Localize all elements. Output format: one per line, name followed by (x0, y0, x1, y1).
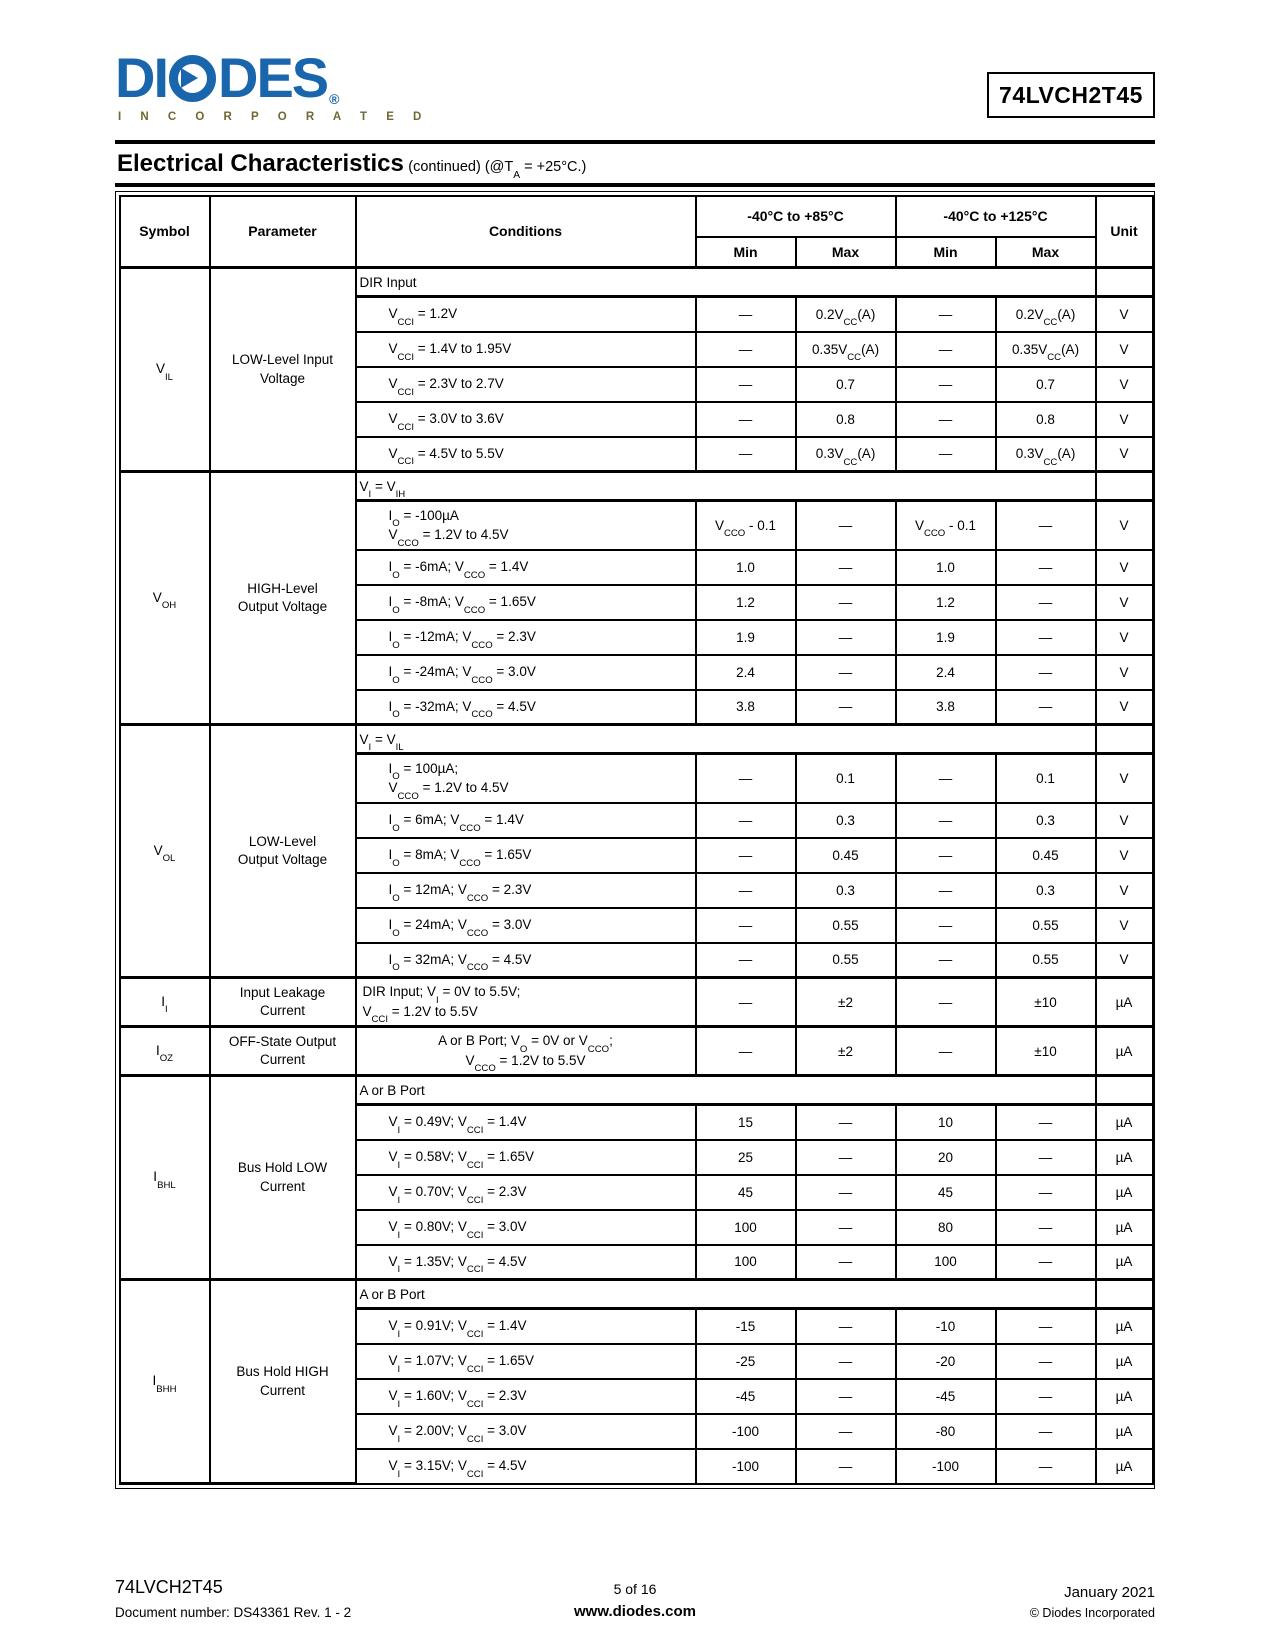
condition-cell: $V_I = 0.58V$; $V_{CCI} = 1.65V$ (356, 1140, 696, 1175)
condition-subheader-cell: A or B Port (356, 1076, 1096, 1105)
column-header-symbol: Symbol (120, 196, 210, 268)
value-cell: — (796, 620, 896, 655)
condition-cell: $I_O = -32mA$; $V_{CCO} = 4.5V$ (356, 690, 696, 725)
value-cell: -15 (696, 1309, 796, 1344)
value-cell: 45 (696, 1175, 796, 1210)
value-cell: — (696, 803, 796, 838)
column-header-conditions: Conditions (356, 196, 696, 268)
condition-cell: $I_O = 6mA$; $V_{CCO} = 1.4V$ (356, 803, 696, 838)
footer-date: January 2021 (1064, 1584, 1155, 1601)
value-cell: — (696, 437, 796, 472)
value-cell: 3.8 (696, 690, 796, 725)
value-cell: — (996, 1140, 1096, 1175)
value-cell: — (696, 297, 796, 332)
value-cell: — (696, 402, 796, 437)
condition-cell: $I_O = 24mA$; $V_{CCO} = 3.0V$ (356, 908, 696, 943)
diodes-logo (115, 46, 430, 123)
value-cell: 25 (696, 1140, 796, 1175)
value-cell: — (796, 1414, 896, 1449)
condition-cell: $I_O = -8mA$; $V_{CCO} = 1.65V$ (356, 585, 696, 620)
value-cell: — (696, 873, 796, 908)
value-cell: — (996, 1210, 1096, 1245)
value-cell: — (996, 1379, 1096, 1414)
unit-cell: µA (1096, 1140, 1153, 1175)
value-cell: 15 (696, 1105, 796, 1140)
value-cell: 1.2 (896, 585, 996, 620)
unit-cell: V (1096, 803, 1153, 838)
condition-cell: $I_O = -12mA$; $V_{CCO} = 2.3V$ (356, 620, 696, 655)
unit-cell: µA (1096, 978, 1153, 1027)
unit-cell: V (1096, 620, 1153, 655)
value-cell: — (896, 402, 996, 437)
parameter-cell: LOW-Level Output Voltage (210, 725, 356, 978)
condition-subheader-cell: $V_I = V_{IL}$ (356, 725, 1096, 754)
condition-cell: $I_O = -100\mu A$ $V_{CCO} = 1.2V$ to 4.5V (356, 501, 696, 550)
unit-cell: µA (1096, 1309, 1153, 1344)
condition-cell: $V_I = 1.60V$; $V_{CCI} = 2.3V$ (356, 1379, 696, 1414)
condition-cell: $V_{CCI} = 3.0V$ to 3.6V (356, 402, 696, 437)
unit-cell: V (1096, 943, 1153, 978)
value-cell: — (896, 978, 996, 1027)
condition-subheader-cell: A or B Port (356, 1280, 1096, 1309)
value-cell: $0.2V_{CC}(A)$ (996, 297, 1096, 332)
page-title: Electrical Characteristics (117, 150, 404, 177)
unit-cell: V (1096, 297, 1153, 332)
unit-cell: V (1096, 908, 1153, 943)
value-cell: — (796, 501, 896, 550)
value-cell: — (896, 908, 996, 943)
condition-cell: $V_I = 0.91V$; $V_{CCI} = 1.4V$ (356, 1309, 696, 1344)
value-cell: 1.9 (896, 620, 996, 655)
value-cell: 2.4 (696, 655, 796, 690)
value-cell: 0.55 (796, 943, 896, 978)
page-header (115, 0, 1155, 123)
unit-cell: µA (1096, 1449, 1153, 1484)
diode-arrow-icon (169, 55, 216, 102)
value-cell: 0.3 (996, 803, 1096, 838)
unit-cell: V (1096, 873, 1153, 908)
value-cell: 20 (896, 1140, 996, 1175)
value-cell: — (896, 1027, 996, 1076)
value-cell: 1.9 (696, 620, 796, 655)
column-header-parameter: Parameter (210, 196, 356, 268)
value-cell: — (696, 978, 796, 1027)
condition-cell: $I_O = -6mA$; $V_{CCO} = 1.4V$ (356, 550, 696, 585)
page-title-note: (continued) $(@T_A = +25^\circ C.)$ (408, 159, 587, 181)
unit-cell: V (1096, 838, 1153, 873)
parameter-cell: Bus Hold HIGH Current (210, 1280, 356, 1484)
section-title-bar (115, 140, 1155, 187)
unit-cell (1096, 472, 1153, 501)
value-cell: — (896, 943, 996, 978)
condition-cell: $V_I = 1.07V$; $V_{CCI} = 1.65V$ (356, 1344, 696, 1379)
value-cell: — (896, 437, 996, 472)
footer-doc-number: Document number: DS43361 Rev. 1 - 2 (115, 1605, 352, 1620)
value-cell: — (796, 1210, 896, 1245)
value-cell: -100 (696, 1414, 796, 1449)
value-cell: — (896, 297, 996, 332)
value-cell: — (996, 620, 1096, 655)
temp-range-header: -40°C to +85°C (696, 196, 896, 237)
spec-table-frame (115, 191, 1155, 1489)
footer-part-number: 74LVCH2T45 (115, 1577, 223, 1597)
unit-cell: V (1096, 690, 1153, 725)
value-cell: — (696, 1027, 796, 1076)
condition-cell: $I_O = 8mA$; $V_{CCO} = 1.65V$ (356, 838, 696, 873)
value-cell: -45 (696, 1379, 796, 1414)
symbol-cell: $V_{OH}$ (120, 472, 210, 725)
value-cell: — (796, 690, 896, 725)
minmax-header: Min (896, 237, 996, 268)
diodes-logo-wordmark (115, 46, 429, 109)
value-cell: 100 (696, 1210, 796, 1245)
value-cell: — (996, 550, 1096, 585)
value-cell: — (896, 838, 996, 873)
condition-cell: $V_{CCI} = 1.2V$ (356, 297, 696, 332)
value-cell: — (796, 1105, 896, 1140)
electrical-characteristics-table (119, 195, 1154, 1486)
value-cell: -10 (896, 1309, 996, 1344)
unit-cell (1096, 725, 1153, 754)
value-cell: $0.35V_{CC}(A)$ (996, 332, 1096, 367)
value-cell: — (996, 501, 1096, 550)
value-cell: 0.3 (796, 803, 896, 838)
unit-cell: µA (1096, 1027, 1153, 1076)
parameter-cell: HIGH-Level Output Voltage (210, 472, 356, 725)
value-cell: — (796, 1245, 896, 1280)
value-cell: $V_{CCO} - 0.1$ (896, 501, 996, 550)
value-cell: -45 (896, 1379, 996, 1414)
value-cell: -100 (896, 1449, 996, 1484)
value-cell: — (896, 803, 996, 838)
condition-cell: DIR Input; $V_I = 0V$ to 5.5V; $V_{CCI} = 1.2V$ to 5.5V (356, 978, 696, 1027)
value-cell: — (996, 1449, 1096, 1484)
condition-cell: $V_I = 2.00V$; $V_{CCI} = 3.0V$ (356, 1414, 696, 1449)
value-cell: $0.35V_{CC}(A)$ (796, 332, 896, 367)
unit-cell: V (1096, 550, 1153, 585)
value-cell: 0.55 (996, 943, 1096, 978)
condition-cell: $I_O = 32mA$; $V_{CCO} = 4.5V$ (356, 943, 696, 978)
value-cell: $0.3V_{CC}(A)$ (796, 437, 896, 472)
value-cell: $0.3V_{CC}(A)$ (996, 437, 1096, 472)
value-cell: — (696, 332, 796, 367)
value-cell: — (796, 550, 896, 585)
condition-cell: $V_{CCI} = 1.4V$ to 1.95V (356, 332, 696, 367)
parameter-cell: Bus Hold LOW Current (210, 1076, 356, 1280)
value-cell: — (996, 1414, 1096, 1449)
symbol-cell: $I_{BHL}$ (120, 1076, 210, 1280)
condition-cell: $V_{CCI} = 4.5V$ to 5.5V (356, 437, 696, 472)
value-cell: — (996, 655, 1096, 690)
unit-cell: V (1096, 437, 1153, 472)
page-footer (115, 1577, 1155, 1620)
value-cell: — (896, 332, 996, 367)
value-cell: 3.8 (896, 690, 996, 725)
value-cell: 0.8 (796, 402, 896, 437)
unit-cell: V (1096, 655, 1153, 690)
value-cell: — (996, 585, 1096, 620)
value-cell: 45 (896, 1175, 996, 1210)
datasheet-page (115, 0, 1155, 1489)
unit-cell: V (1096, 501, 1153, 550)
unit-cell (1096, 268, 1153, 297)
value-cell: — (796, 655, 896, 690)
value-cell: 1.2 (696, 585, 796, 620)
value-cell: 0.45 (796, 838, 896, 873)
value-cell: 1.0 (896, 550, 996, 585)
value-cell: ±10 (996, 978, 1096, 1027)
logo-text-left: DI (115, 46, 167, 109)
condition-cell: $V_I = 3.15V$; $V_{CCI} = 4.5V$ (356, 1449, 696, 1484)
incorporated-label: I N C O R P O R A T E D (118, 111, 430, 123)
unit-cell: µA (1096, 1245, 1153, 1280)
condition-cell: $I_O = 12mA$; $V_{CCO} = 2.3V$ (356, 873, 696, 908)
value-cell: — (796, 1175, 896, 1210)
condition-cell: A or B Port; $V_O = 0V$ or $V_{CCO}$; $V_{CCO} = 1.2V$ to 5.5V (356, 1027, 696, 1076)
value-cell: — (796, 1344, 896, 1379)
value-cell: 0.7 (996, 367, 1096, 402)
value-cell: 2.4 (896, 655, 996, 690)
value-cell: — (696, 754, 796, 803)
unit-cell: µA (1096, 1344, 1153, 1379)
condition-subheader-cell: DIR Input (356, 268, 1096, 297)
unit-cell: µA (1096, 1105, 1153, 1140)
symbol-cell: $I_{OZ}$ (120, 1027, 210, 1076)
value-cell: 0.45 (996, 838, 1096, 873)
value-cell: — (796, 1449, 896, 1484)
value-cell: 100 (696, 1245, 796, 1280)
condition-cell: $V_{CCI} = 2.3V$ to 2.7V (356, 367, 696, 402)
value-cell: — (996, 690, 1096, 725)
value-cell: — (996, 1105, 1096, 1140)
symbol-cell: $I_{BHH}$ (120, 1280, 210, 1484)
value-cell: $0.2V_{CC}(A)$ (796, 297, 896, 332)
value-cell: ±10 (996, 1027, 1096, 1076)
symbol-cell: $I_I$ (120, 978, 210, 1027)
value-cell: 0.8 (996, 402, 1096, 437)
value-cell: 0.1 (796, 754, 896, 803)
value-cell: ±2 (796, 978, 896, 1027)
value-cell: — (796, 1379, 896, 1414)
unit-cell: µA (1096, 1379, 1153, 1414)
value-cell: -80 (896, 1414, 996, 1449)
condition-subheader-cell: $V_I = V_{IH}$ (356, 472, 1096, 501)
footer-center (574, 1581, 696, 1620)
condition-cell: $V_I = 0.70V$; $V_{CCI} = 2.3V$ (356, 1175, 696, 1210)
logo-text-right: DES (218, 46, 328, 109)
value-cell: — (796, 1309, 896, 1344)
unit-cell: µA (1096, 1175, 1153, 1210)
value-cell: 0.55 (996, 908, 1096, 943)
unit-cell (1096, 1076, 1153, 1105)
value-cell: — (796, 1140, 896, 1175)
value-cell: — (696, 367, 796, 402)
temp-range-header: -40°C to +125°C (896, 196, 1096, 237)
parameter-cell: Input Leakage Current (210, 978, 356, 1027)
value-cell: — (896, 873, 996, 908)
value-cell: — (796, 585, 896, 620)
unit-cell: V (1096, 367, 1153, 402)
value-cell: 100 (896, 1245, 996, 1280)
value-cell: -20 (896, 1344, 996, 1379)
symbol-cell: $V_{IL}$ (120, 268, 210, 472)
condition-cell: $I_O = -24mA$; $V_{CCO} = 3.0V$ (356, 655, 696, 690)
part-number-box: 74LVCH2T45 (987, 72, 1155, 118)
parameter-cell: OFF-State Output Current (210, 1027, 356, 1076)
minmax-header: Min (696, 237, 796, 268)
minmax-header: Max (996, 237, 1096, 268)
value-cell: — (996, 1344, 1096, 1379)
condition-cell: $V_I = 0.49V$; $V_{CCI} = 1.4V$ (356, 1105, 696, 1140)
value-cell: — (996, 1175, 1096, 1210)
footer-copyright: © Diodes Incorporated (1029, 1606, 1155, 1620)
footer-left (115, 1577, 574, 1620)
value-cell: 0.3 (996, 873, 1096, 908)
value-cell: — (996, 1309, 1096, 1344)
value-cell: 80 (896, 1210, 996, 1245)
value-cell: — (896, 367, 996, 402)
value-cell: — (696, 943, 796, 978)
condition-cell: $I_O = 100\mu A$; $V_{CCO} = 1.2V$ to 4.5V (356, 754, 696, 803)
parameter-cell: LOW-Level Input Voltage (210, 268, 356, 472)
unit-cell: V (1096, 585, 1153, 620)
minmax-header: Max (796, 237, 896, 268)
value-cell: 1.0 (696, 550, 796, 585)
value-cell: 0.55 (796, 908, 896, 943)
value-cell: — (996, 1245, 1096, 1280)
unit-cell: µA (1096, 1210, 1153, 1245)
value-cell: 0.3 (796, 873, 896, 908)
value-cell: 10 (896, 1105, 996, 1140)
value-cell: 0.1 (996, 754, 1096, 803)
value-cell: -25 (696, 1344, 796, 1379)
value-cell: ±2 (796, 1027, 896, 1076)
column-header-unit: Unit (1096, 196, 1153, 268)
symbol-cell: $V_{OL}$ (120, 725, 210, 978)
unit-cell: µA (1096, 1414, 1153, 1449)
value-cell: -100 (696, 1449, 796, 1484)
footer-page-number: 5 of 16 (613, 1581, 657, 1597)
value-cell: — (696, 908, 796, 943)
value-cell: $V_{CCO} - 0.1$ (696, 501, 796, 550)
footer-website: www.diodes.com (574, 1603, 696, 1620)
value-cell: 0.7 (796, 367, 896, 402)
condition-cell: $V_I = 0.80V$; $V_{CCI} = 3.0V$ (356, 1210, 696, 1245)
unit-cell (1096, 1280, 1153, 1309)
unit-cell: V (1096, 332, 1153, 367)
registered-mark: ® (329, 91, 340, 107)
value-cell: — (896, 754, 996, 803)
unit-cell: V (1096, 754, 1153, 803)
condition-cell: $V_I = 1.35V$; $V_{CCI} = 4.5V$ (356, 1245, 696, 1280)
unit-cell: V (1096, 402, 1153, 437)
value-cell: — (696, 838, 796, 873)
footer-right (696, 1584, 1155, 1620)
